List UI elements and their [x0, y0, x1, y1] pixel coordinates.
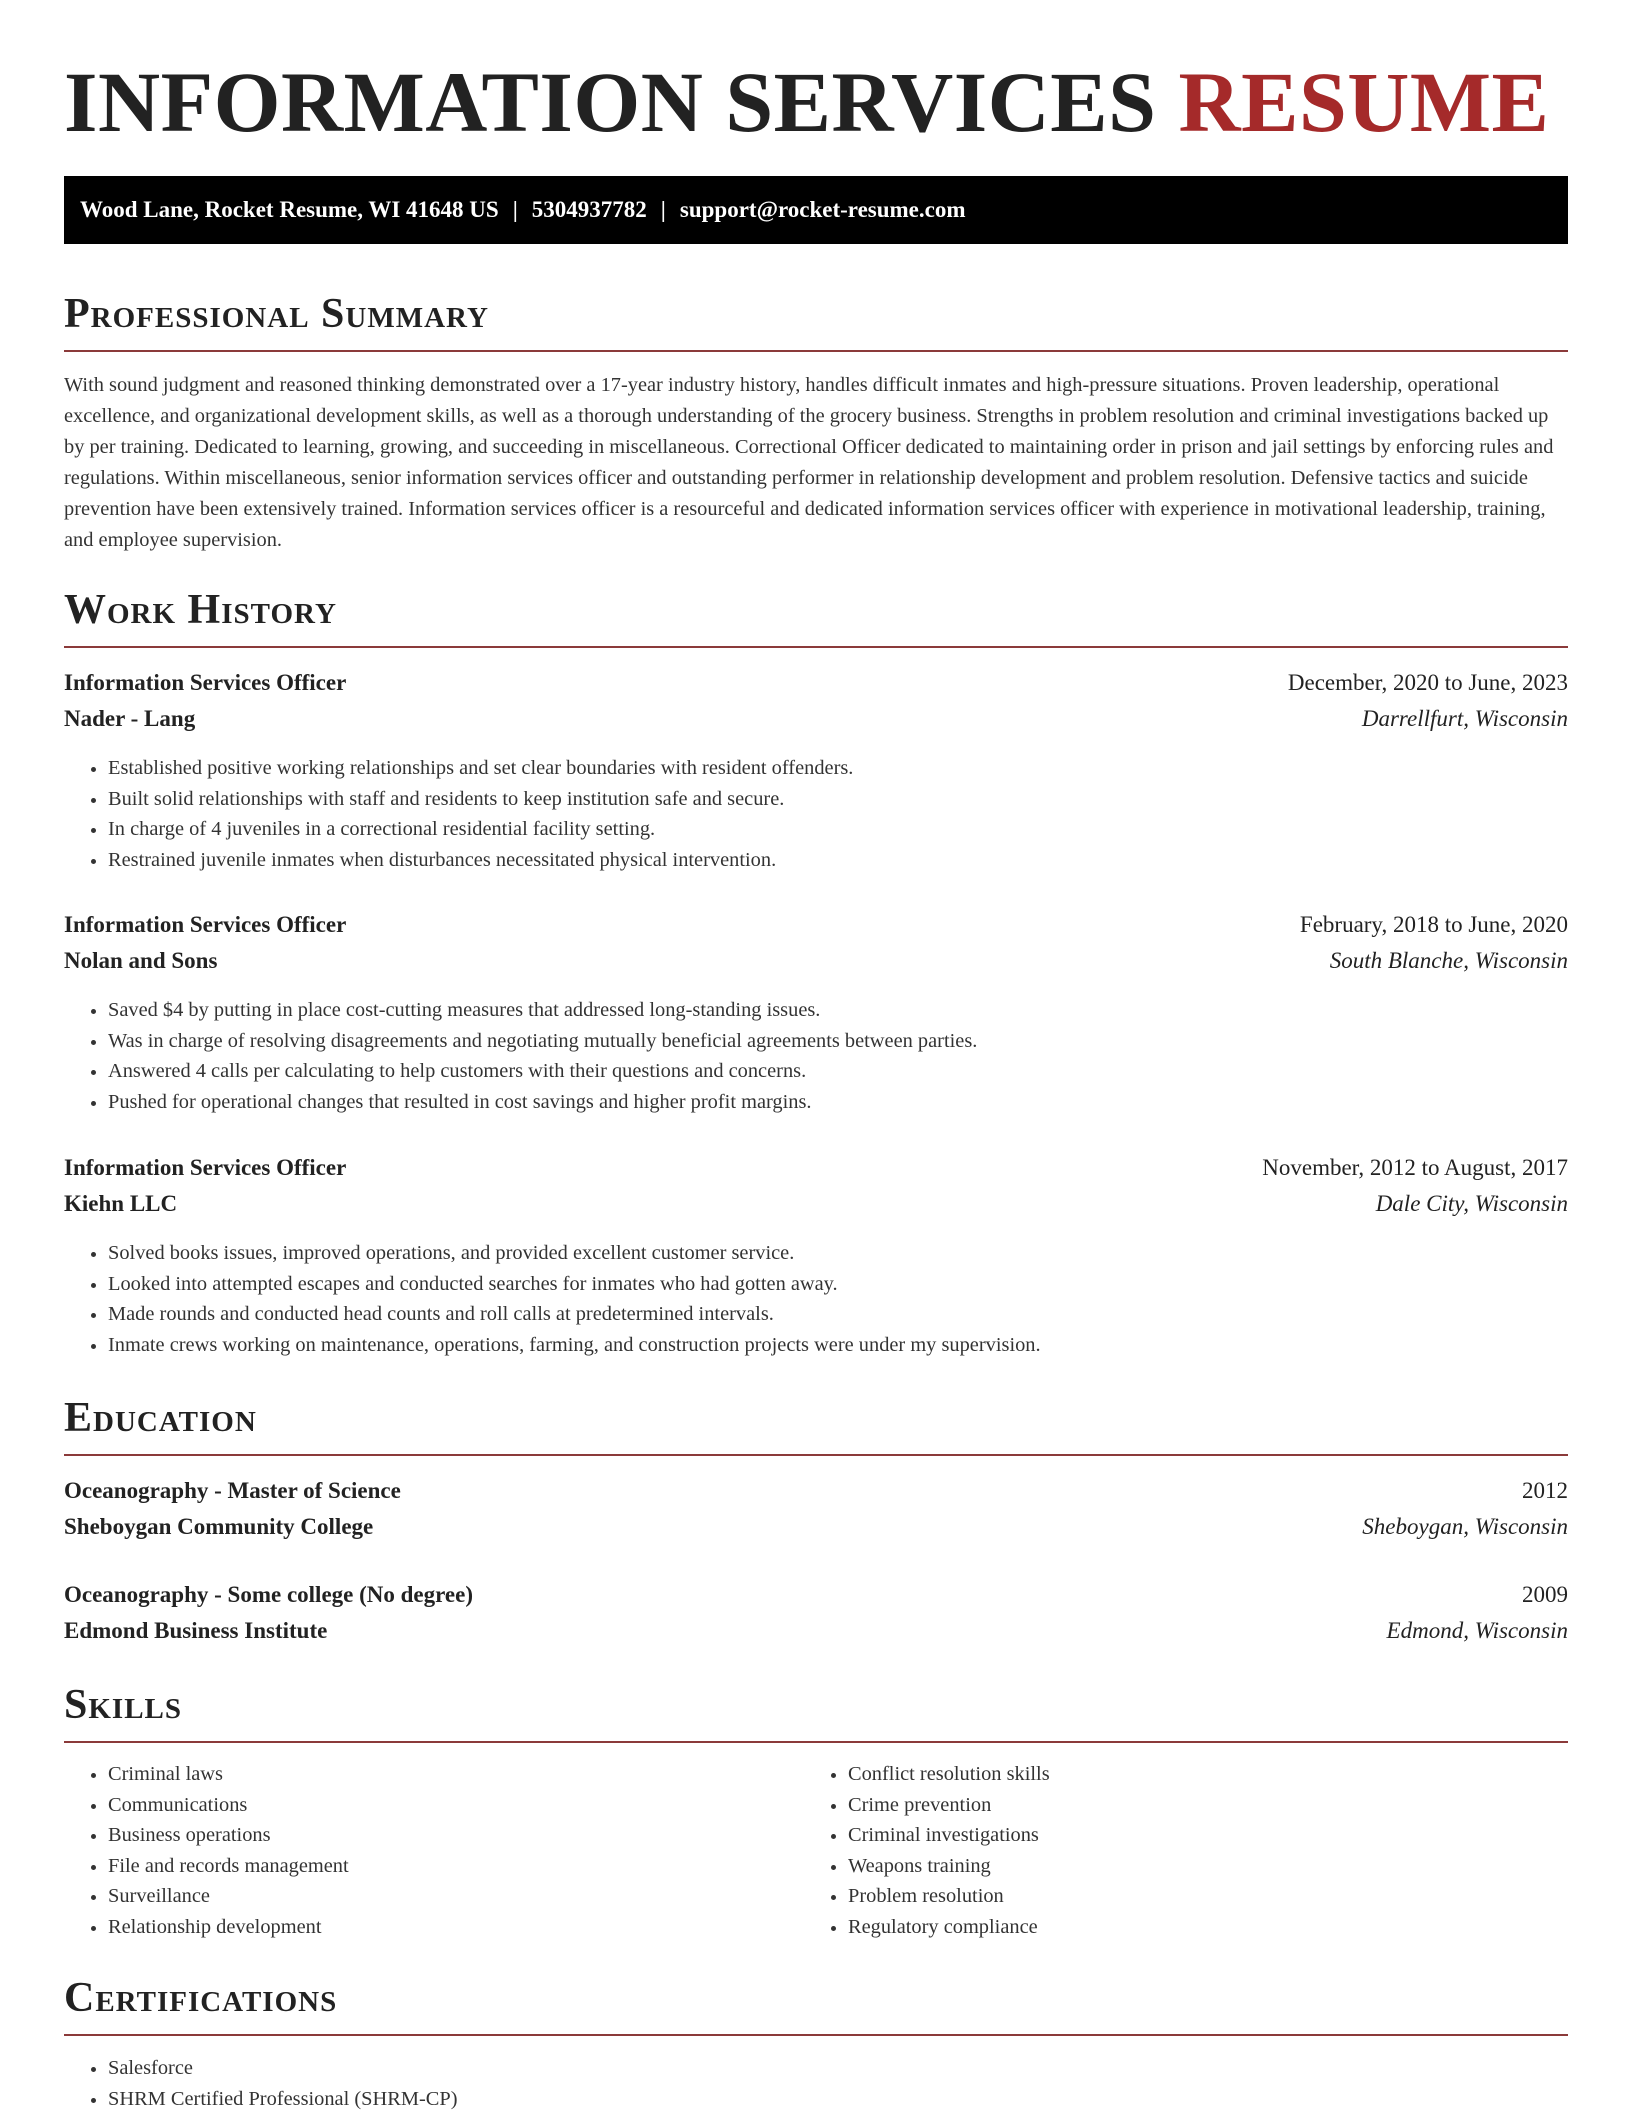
list-item: • Saved $4 by putting in place cost-cutting measures that addressed long-standing issues. [108, 995, 977, 1026]
list-item: • Was in charge of resolving disagreements and negotiating mutually beneficial agreements between parties. [108, 1026, 977, 1057]
list-item: • Inmate crews working on maintenance, operations, farming, and construction projects were under my supervision. [108, 1330, 1041, 1361]
work-entry-subheader [64, 1186, 1568, 1222]
skills-list-left [64, 1759, 349, 1942]
list-item: • Looked into attempted escapes and conducted searches for inmates who had gotten away. [108, 1269, 1041, 1300]
certification-item: • SHRM Certified Professional (SHRM-CP) [108, 2084, 457, 2114]
education-entry-subheader [64, 1613, 1568, 1649]
contact-separator: | [499, 197, 532, 222]
section-divider [64, 1454, 1568, 1456]
education-entry-subheader [64, 1509, 1568, 1545]
work-entry-header [64, 1150, 1568, 1186]
skill-item: • Criminal laws [108, 1759, 349, 1790]
summary-text: With sound judgment and reasoned thinking demonstrated over a 17-year industry history, handles difficult inmates and high-pressure situations. Proven leadership, operational excellence, and organizational development skills, as well as a thorough understanding of the grocery business. Strengths in problem resolution and criminal investigations backed up by per training. Dedicated to learning, growing, and succeeding in miscellaneous. Correctional Officer dedicated to maintaining order in prison and jail settings by enforcing rules and regulations. Within miscellaneous, senior information services officer and outstanding performer in relationship development and problem resolution. Defensive tactics and suicide prevention have been extensively trained. Information services officer is a resourceful and dedicated information services officer with experience in motivational leadership, training, and employee supervision. [64, 370, 1568, 556]
section-title-work: Work History [64, 580, 337, 640]
company-name: Nader - Lang [64, 701, 195, 737]
work-entry-header [64, 907, 1568, 943]
section-title-certifications: Certifications [64, 1968, 337, 2028]
list-item: • Answered 4 calls per calculating to help customers with their questions and concerns. [108, 1056, 977, 1087]
graduation-year: 2012 [1522, 1473, 1568, 1509]
title-accent: RESUME [1178, 54, 1549, 150]
job-title: Information Services Officer [64, 907, 346, 943]
title-main: INFORMATION SERVICES [64, 54, 1156, 150]
section-title-summary: Professional Summary [64, 284, 489, 344]
skill-item: • Weapons training [848, 1851, 1050, 1882]
school-location: Sheboygan, Wisconsin [1362, 1509, 1568, 1545]
list-item: • Restrained juvenile inmates when disturbances necessitated physical intervention. [108, 845, 853, 876]
job-location: Darrellfurt, Wisconsin [1362, 701, 1568, 737]
company-name: Nolan and Sons [64, 943, 217, 979]
skill-item: • Problem resolution [848, 1881, 1050, 1912]
degree: Oceanography - Master of Science [64, 1473, 401, 1509]
job-duties [64, 753, 853, 875]
job-title: Information Services Officer [64, 665, 346, 701]
list-item: • Solved books issues, improved operations, and provided excellent customer service. [108, 1238, 1041, 1269]
job-location: South Blanche, Wisconsin [1330, 943, 1568, 979]
section-divider [64, 646, 1568, 648]
work-entry-subheader [64, 943, 1568, 979]
job-duties [64, 1238, 1041, 1360]
list-item: • Established positive working relationships and set clear boundaries with resident offenders. [108, 753, 853, 784]
job-dates: December, 2020 to June, 2023 [1288, 665, 1568, 701]
list-item: • Made rounds and conducted head counts and roll calls at predetermined intervals. [108, 1299, 1041, 1330]
school-location: Edmond, Wisconsin [1387, 1613, 1568, 1649]
contact-phone: 5304937782 [532, 197, 647, 222]
skill-item: • Regulatory compliance [848, 1912, 1050, 1943]
school-name: Edmond Business Institute [64, 1613, 327, 1649]
contact-email: support@rocket-resume.com [680, 197, 966, 222]
certifications-list [64, 2053, 457, 2114]
contact-bar [64, 176, 1568, 244]
skill-item: • Relationship development [108, 1912, 349, 1943]
section-title-education: Education [64, 1388, 257, 1448]
contact-separator: | [647, 197, 680, 222]
certification-item: • Salesforce [108, 2053, 457, 2084]
school-name: Sheboygan Community College [64, 1509, 373, 1545]
education-entry-header [64, 1473, 1568, 1509]
job-duties [64, 995, 977, 1117]
section-title-skills: Skills [64, 1675, 182, 1735]
skill-item: • Surveillance [108, 1881, 349, 1912]
contact-address: Wood Lane, Rocket Resume, WI 41648 US [80, 197, 499, 222]
skill-item: • File and records management [108, 1851, 349, 1882]
section-divider [64, 1741, 1568, 1743]
resume-title [64, 52, 1549, 152]
education-entry-header [64, 1577, 1568, 1613]
graduation-year: 2009 [1522, 1577, 1568, 1613]
list-item: • In charge of 4 juveniles in a correctional residential facility setting. [108, 814, 853, 845]
section-divider [64, 2034, 1568, 2036]
degree: Oceanography - Some college (No degree) [64, 1577, 473, 1613]
job-location: Dale City, Wisconsin [1376, 1186, 1568, 1222]
section-divider [64, 350, 1568, 352]
skill-item: • Business operations [108, 1820, 349, 1851]
work-entry-subheader [64, 701, 1568, 737]
job-title: Information Services Officer [64, 1150, 346, 1186]
job-dates: November, 2012 to August, 2017 [1262, 1150, 1568, 1186]
skills-list-right [804, 1759, 1050, 1942]
skill-item: • Communications [108, 1790, 349, 1821]
skill-item: • Criminal investigations [848, 1820, 1050, 1851]
list-item: • Built solid relationships with staff and residents to keep institution safe and secure. [108, 784, 853, 815]
company-name: Kiehn LLC [64, 1186, 177, 1222]
skill-item: • Conflict resolution skills [848, 1759, 1050, 1790]
skill-item: • Crime prevention [848, 1790, 1050, 1821]
work-entry-header [64, 665, 1568, 701]
list-item: • Pushed for operational changes that resulted in cost savings and higher profit margins. [108, 1087, 977, 1118]
job-dates: February, 2018 to June, 2020 [1300, 907, 1568, 943]
